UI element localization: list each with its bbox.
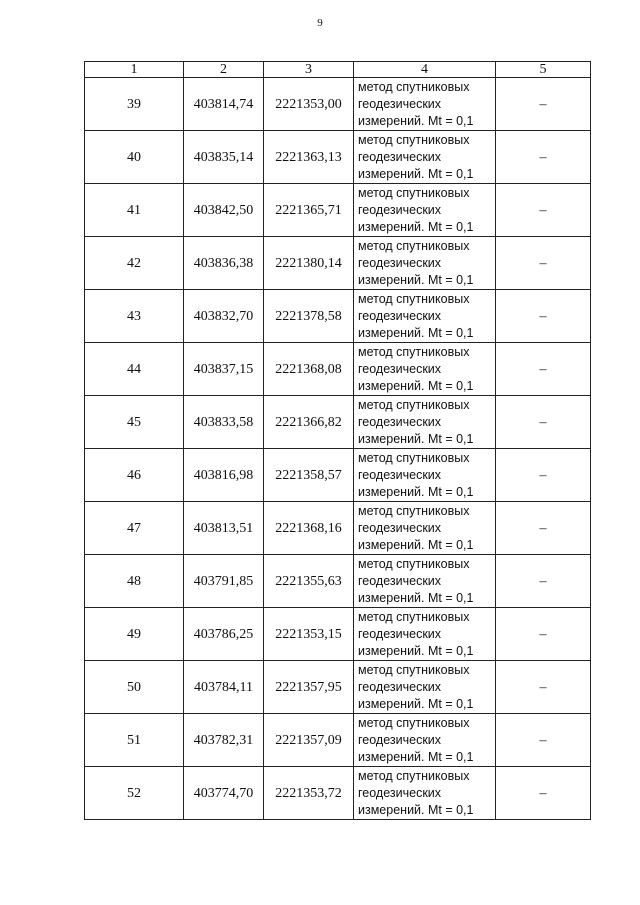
method-line: метод спутниковых [358, 397, 470, 412]
point-number-cell: 39 [85, 78, 184, 131]
note-cell: – [496, 237, 591, 290]
method-line: метод спутниковых [358, 556, 470, 571]
x-coordinate-cell: 403774,70 [184, 767, 264, 820]
column-header-1: 1 [85, 62, 184, 78]
method-line: геодезических [358, 573, 442, 588]
method-line: геодезических [358, 255, 442, 270]
method-cell [354, 555, 496, 608]
y-coordinate-cell: 2221353,72 [264, 767, 354, 820]
table-row [85, 343, 591, 396]
method-line: измерений. Mt = 0,1 [358, 166, 474, 181]
x-coordinate-cell: 403784,11 [184, 661, 264, 714]
method-line: геодезических [358, 520, 442, 535]
method-cell [354, 661, 496, 714]
note-cell: – [496, 396, 591, 449]
note-cell: – [496, 661, 591, 714]
note-cell: – [496, 343, 591, 396]
y-coordinate-cell: 2221363,13 [264, 131, 354, 184]
method-line: геодезических [358, 467, 442, 482]
column-header-4: 4 [354, 62, 496, 78]
y-coordinate-cell: 2221366,82 [264, 396, 354, 449]
point-number-cell: 46 [85, 449, 184, 502]
x-coordinate-cell: 403835,14 [184, 131, 264, 184]
method-cell [354, 131, 496, 184]
point-number-cell: 51 [85, 714, 184, 767]
method-line: метод спутниковых [358, 609, 470, 624]
table-row [85, 78, 591, 131]
method-line: метод спутниковых [358, 185, 470, 200]
point-number-cell: 40 [85, 131, 184, 184]
method-cell [354, 290, 496, 343]
point-number-cell: 48 [85, 555, 184, 608]
method-line: измерений. Mt = 0,1 [358, 643, 474, 658]
table-row [85, 767, 591, 820]
column-header-2: 2 [184, 62, 264, 78]
method-line: измерений. Mt = 0,1 [358, 325, 474, 340]
coordinates-table-body [85, 62, 591, 820]
method-line: геодезических [358, 361, 442, 376]
method-line: геодезических [358, 149, 442, 164]
method-line: метод спутниковых [358, 79, 470, 94]
y-coordinate-cell: 2221380,14 [264, 237, 354, 290]
method-cell [354, 767, 496, 820]
method-cell [354, 343, 496, 396]
point-number-cell: 49 [85, 608, 184, 661]
method-line: метод спутниковых [358, 662, 470, 677]
x-coordinate-cell: 403833,58 [184, 396, 264, 449]
method-cell [354, 184, 496, 237]
note-cell: – [496, 767, 591, 820]
y-coordinate-cell: 2221353,00 [264, 78, 354, 131]
method-line: метод спутниковых [358, 291, 470, 306]
x-coordinate-cell: 403836,38 [184, 237, 264, 290]
method-line: измерений. Mt = 0,1 [358, 484, 474, 499]
method-line: метод спутниковых [358, 715, 470, 730]
table-row [85, 131, 591, 184]
method-line: геодезических [358, 308, 442, 323]
table-row [85, 184, 591, 237]
point-number-cell: 44 [85, 343, 184, 396]
y-coordinate-cell: 2221368,16 [264, 502, 354, 555]
y-coordinate-cell: 2221358,57 [264, 449, 354, 502]
method-line: геодезических [358, 414, 442, 429]
y-coordinate-cell: 2221357,95 [264, 661, 354, 714]
note-cell: – [496, 555, 591, 608]
point-number-cell: 50 [85, 661, 184, 714]
method-line: геодезических [358, 785, 442, 800]
method-line: метод спутниковых [358, 344, 470, 359]
method-line: измерений. Mt = 0,1 [358, 219, 474, 234]
method-line: измерений. Mt = 0,1 [358, 590, 474, 605]
note-cell: – [496, 449, 591, 502]
point-number-cell: 45 [85, 396, 184, 449]
method-line: метод спутниковых [358, 132, 470, 147]
note-cell: – [496, 608, 591, 661]
table-row [85, 237, 591, 290]
method-cell [354, 608, 496, 661]
y-coordinate-cell: 2221355,63 [264, 555, 354, 608]
method-cell [354, 237, 496, 290]
method-line: метод спутниковых [358, 503, 470, 518]
method-line: метод спутниковых [358, 768, 470, 783]
x-coordinate-cell: 403813,51 [184, 502, 264, 555]
page-number: 9 [317, 17, 323, 29]
note-cell: – [496, 184, 591, 237]
method-line: геодезических [358, 96, 442, 111]
y-coordinate-cell: 2221365,71 [264, 184, 354, 237]
y-coordinate-cell: 2221353,15 [264, 608, 354, 661]
method-line: геодезических [358, 626, 442, 641]
method-cell [354, 449, 496, 502]
y-coordinate-cell: 2221368,08 [264, 343, 354, 396]
coordinates-table [84, 61, 591, 820]
y-coordinate-cell: 2221357,09 [264, 714, 354, 767]
method-cell [354, 502, 496, 555]
method-line: метод спутниковых [358, 238, 470, 253]
x-coordinate-cell: 403782,31 [184, 714, 264, 767]
table-row [85, 714, 591, 767]
note-cell: – [496, 131, 591, 184]
method-line: измерений. Mt = 0,1 [358, 749, 474, 764]
note-cell: – [496, 714, 591, 767]
x-coordinate-cell: 403842,50 [184, 184, 264, 237]
note-cell: – [496, 502, 591, 555]
point-number-cell: 42 [85, 237, 184, 290]
table-row [85, 502, 591, 555]
note-cell: – [496, 78, 591, 131]
method-line: измерений. Mt = 0,1 [358, 696, 474, 711]
y-coordinate-cell: 2221378,58 [264, 290, 354, 343]
point-number-cell: 41 [85, 184, 184, 237]
table-row [85, 396, 591, 449]
method-cell [354, 396, 496, 449]
table-row [85, 449, 591, 502]
method-line: геодезических [358, 202, 442, 217]
column-header-3: 3 [264, 62, 354, 78]
point-number-cell: 43 [85, 290, 184, 343]
method-line: измерений. Mt = 0,1 [358, 272, 474, 287]
method-line: измерений. Mt = 0,1 [358, 113, 474, 128]
method-line: измерений. Mt = 0,1 [358, 431, 474, 446]
note-cell: – [496, 290, 591, 343]
column-header-5: 5 [496, 62, 591, 78]
method-line: измерений. Mt = 0,1 [358, 537, 474, 552]
method-line: метод спутниковых [358, 450, 470, 465]
method-line: измерений. Mt = 0,1 [358, 378, 474, 393]
method-cell [354, 714, 496, 767]
method-line: геодезических [358, 732, 442, 747]
x-coordinate-cell: 403837,15 [184, 343, 264, 396]
point-number-cell: 47 [85, 502, 184, 555]
table-header-row [85, 62, 591, 78]
x-coordinate-cell: 403816,98 [184, 449, 264, 502]
table-row [85, 608, 591, 661]
table-row [85, 555, 591, 608]
x-coordinate-cell: 403832,70 [184, 290, 264, 343]
x-coordinate-cell: 403814,74 [184, 78, 264, 131]
method-line: геодезических [358, 679, 442, 694]
method-cell [354, 78, 496, 131]
x-coordinate-cell: 403791,85 [184, 555, 264, 608]
table-row [85, 290, 591, 343]
x-coordinate-cell: 403786,25 [184, 608, 264, 661]
method-line: измерений. Mt = 0,1 [358, 802, 474, 817]
table-row [85, 661, 591, 714]
point-number-cell: 52 [85, 767, 184, 820]
